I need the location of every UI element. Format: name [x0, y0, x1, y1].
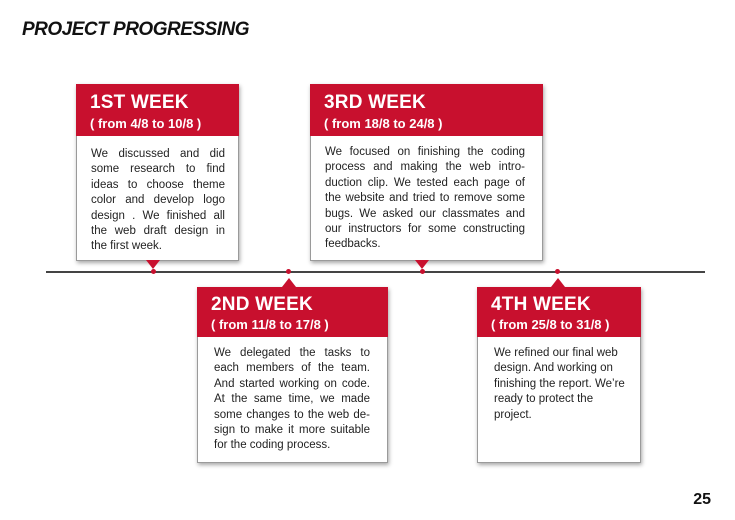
week-2-dates: ( from 11/8 to 17/8 )	[211, 317, 329, 332]
week-4-dates: ( from 25/8 to 31/8 )	[491, 317, 610, 332]
week-card-3	[310, 84, 543, 261]
week-card-4	[477, 287, 641, 463]
week-3-description: We focused on finishing the coding process and making the web intro-duction clip. We tested each page of the website and tried to remove some bugs. We asked our classmates and our instructors for some constructing feedbacks.	[325, 146, 525, 251]
week-3-title: 3RD WEEK	[324, 92, 426, 113]
week-1-marker	[146, 260, 160, 269]
week-4-description: We refined our final web design. And working on finishing the report. We’re ready to protect the project.	[494, 347, 625, 421]
week-2-description: We delegated the tasks to each members of the team. And started working on code. At the same time, we made some changes to the web de-sign to make it more suitable for the coding process.	[214, 347, 370, 452]
week-card-2	[197, 287, 388, 463]
week-4-title: 4TH WEEK	[491, 294, 591, 315]
timeline-line	[46, 271, 705, 273]
week-3-dot	[420, 269, 425, 274]
week-3-dates: ( from 18/8 to 24/8 )	[324, 116, 443, 131]
week-4-marker	[551, 278, 565, 287]
week-1-description: We discussed and did some research to find ideas to choose theme color and develop logo design . We finished all the web draft design in the first week.	[91, 148, 225, 253]
page-title: PROJECT PROGRESSING	[22, 19, 249, 40]
week-1-title: 1ST WEEK	[90, 92, 189, 113]
week-card-1	[76, 84, 239, 261]
week-1-dates: ( from 4/8 to 10/8 )	[90, 116, 202, 131]
week-1-dot	[151, 269, 156, 274]
week-4-dot	[555, 269, 560, 274]
week-card-4-header	[477, 287, 641, 337]
week-card-2-header	[197, 287, 388, 337]
week-2-marker	[282, 278, 296, 287]
week-2-dot	[286, 269, 291, 274]
week-card-3-header	[310, 84, 543, 136]
week-3-marker	[415, 260, 429, 269]
week-card-1-header	[76, 84, 239, 136]
page-number: 25	[693, 491, 711, 508]
week-2-title: 2ND WEEK	[211, 294, 313, 315]
